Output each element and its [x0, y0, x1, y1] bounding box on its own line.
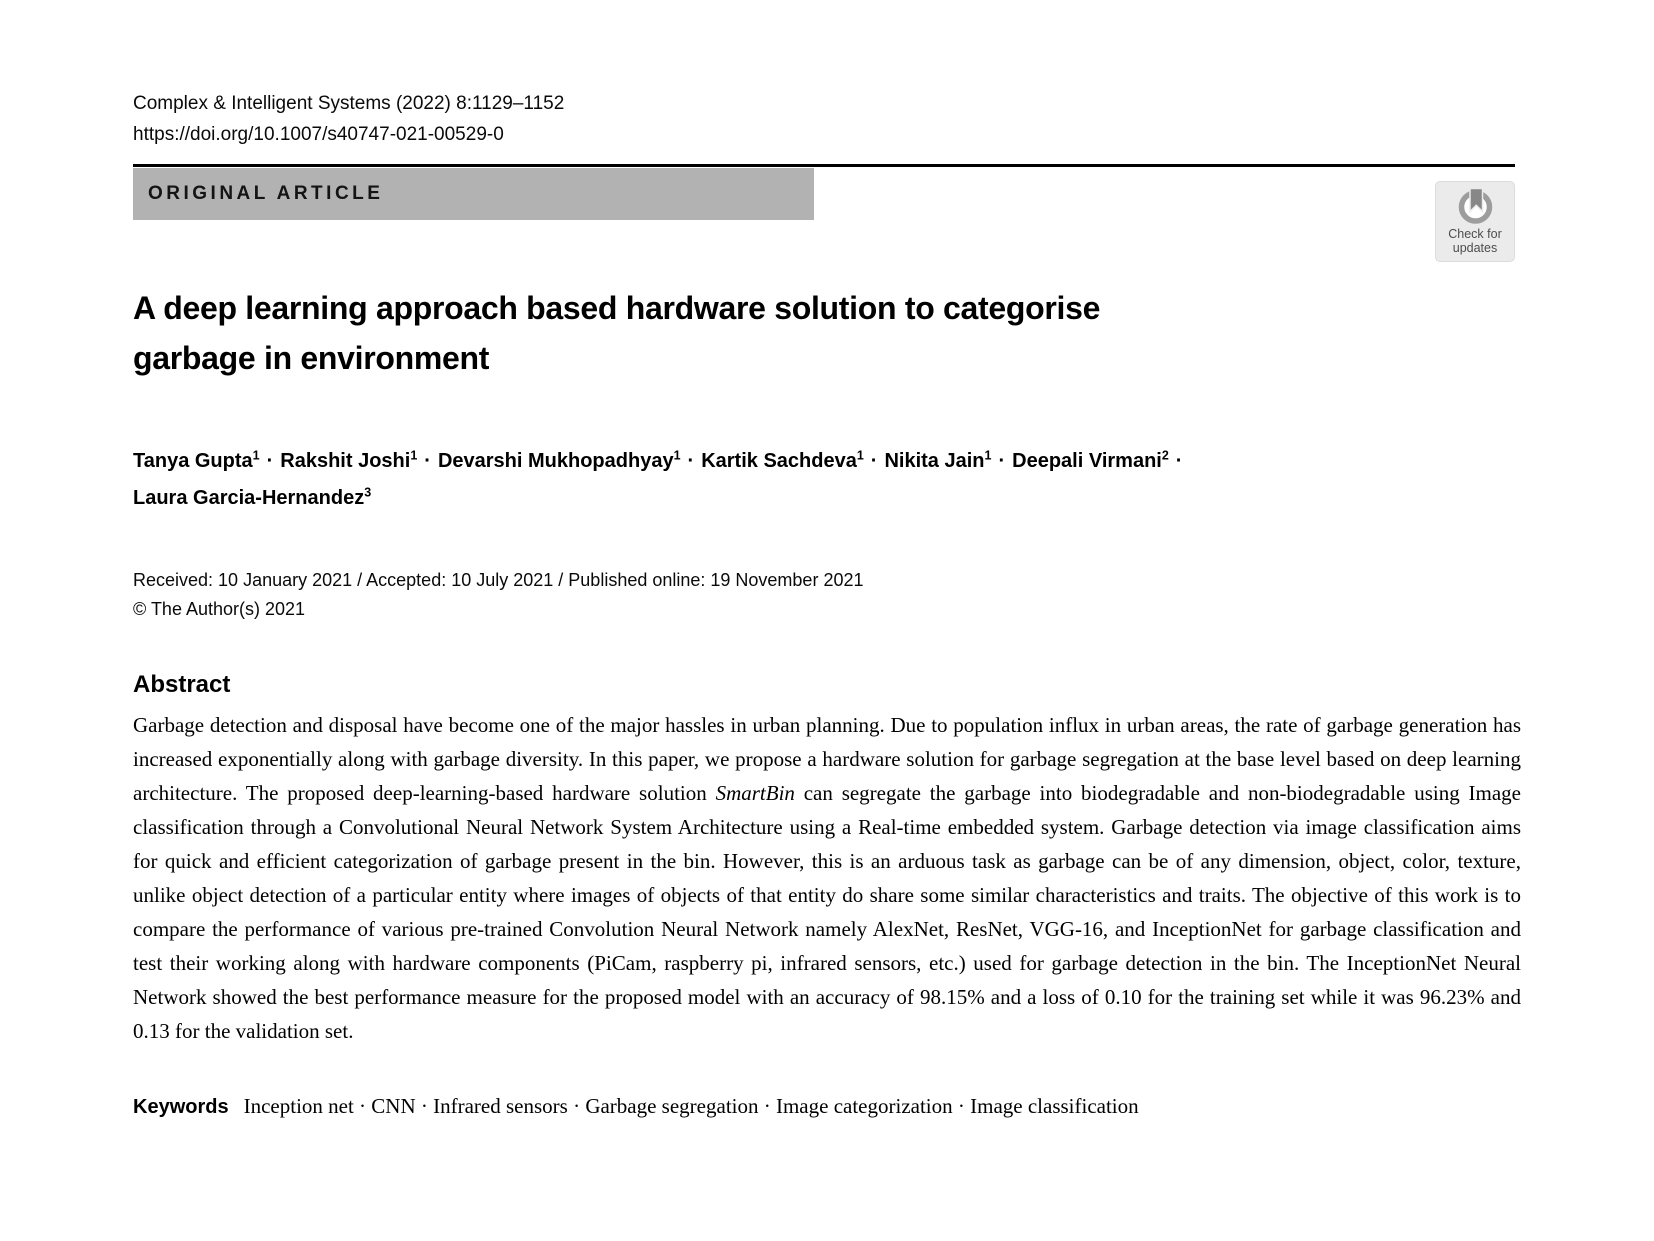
journal-citation-line: Complex & Intelligent Systems (2022) 8:1129–1152 — [133, 93, 565, 114]
journal-header — [133, 88, 1521, 150]
authors-line-1 — [133, 439, 1521, 477]
title-line-2: garbage in environment — [133, 340, 490, 376]
publication-meta — [133, 566, 1521, 624]
author-affiliation-sup: 1 — [252, 448, 260, 462]
header-rule-row — [133, 164, 1521, 255]
keywords-label: Keywords — [133, 1096, 229, 1119]
author-name: Devarshi Mukhopadhyay$^1$ — [437, 448, 681, 472]
divider-rule — [133, 164, 1515, 167]
author-separator: · — [687, 449, 695, 472]
keywords-text: Inception net · CNN · Infrared sensors · Garbage segregation · Image categorization · Image classification — [243, 1094, 1139, 1119]
author-affiliation-sup: 1 — [673, 448, 681, 462]
author-name: Laura Garcia-Hernandez$^3$ — [133, 485, 372, 510]
author-affiliation-sup: 3 — [364, 485, 372, 500]
abstract-text-part2: can segregate the garbage into biodegradable and non-biodegradable using Image classification through a Convolutional Neural Network System Architecture using a Real-time embedded system. Garbage detection via image classification aims for quick and efficient categorization of garbage present in the bin. However, this is an arduous task as garbage can be of any dimension, object, color, texture, unlike object detection of a particular entity where images of objects of that entity do share some similar characteristics and traits. The objective of this work is to compare the performance of various pre-trained Convolution Neural Network namely AlexNet, ResNet, VGG-16, and InceptionNet for garbage classification and test their working along with hardware components (PiCam, raspberry pi, infrared sensors, etc.) used for garbage detection in the bin. The InceptionNet Neural Network showed the best performance measure for the proposed model with an accuracy of 98.15% and a loss of 0.10 for the training set while it was 96.23% and 0.13 for the validation set. — [133, 781, 1521, 1044]
page-content — [133, 0, 1521, 1119]
received-dates-line: Received: 10 January 2021 / Accepted: 10 July 2021 / Published online: 19 November 2021 — [133, 570, 864, 591]
authors-block — [133, 439, 1521, 514]
author-name: Rakshit Joshi$^1$ — [280, 448, 418, 472]
author-separator: · — [1175, 449, 1183, 472]
author-separator: · — [870, 449, 878, 472]
abstract-italic-term: SmartBin — [715, 781, 795, 806]
copyright-line: © The Author(s) 2021 — [133, 599, 306, 620]
article-type-label: ORIGINAL ARTICLE — [148, 183, 384, 204]
author-affiliation-sup: 2 — [1161, 448, 1169, 462]
title-line-1: A deep learning approach based hardware solution to categorise — [133, 290, 1101, 326]
article-type-banner — [133, 168, 814, 220]
abstract-heading: Abstract — [133, 671, 231, 699]
author-name: Deepali Virmani$^2$ — [1012, 448, 1169, 472]
author-name: Nikita Jain$^1$ — [884, 448, 992, 472]
author-affiliation-sup: 1 — [984, 448, 992, 462]
abstract-body — [133, 708, 1521, 1048]
crossmark-icon — [1455, 185, 1496, 226]
author-separator: · — [998, 449, 1006, 472]
check-for-updates-label: Check for updates — [1448, 227, 1502, 255]
author-affiliation-sup: 1 — [410, 448, 418, 462]
author-name: Tanya Gupta$^1$ — [133, 448, 260, 472]
authors-line-2 — [133, 477, 1521, 515]
author-separator: · — [266, 449, 274, 472]
author-affiliation-sup: 1 — [856, 448, 864, 462]
keywords-line — [133, 1094, 1521, 1119]
author-name: Kartik Sachdeva$^1$ — [701, 448, 864, 472]
doi-link[interactable]: https://doi.org/10.1007/s40747-021-00529-0 — [133, 124, 504, 145]
author-separator: · — [424, 449, 431, 472]
abstract-text-part1: Garbage detection and disposal have become one of the major hassles in urban planning. Due to population influx in urban areas, the rate of garbage generation has increased exponentially along with garbage diversity. In this paper, we propose a hardware solution for garbage segregation at the base level based on deep learning architecture. The proposed deep-learning-based hardware solution — [133, 713, 1521, 806]
check-for-updates-badge[interactable] — [1435, 181, 1515, 262]
paper-title — [133, 283, 1521, 383]
